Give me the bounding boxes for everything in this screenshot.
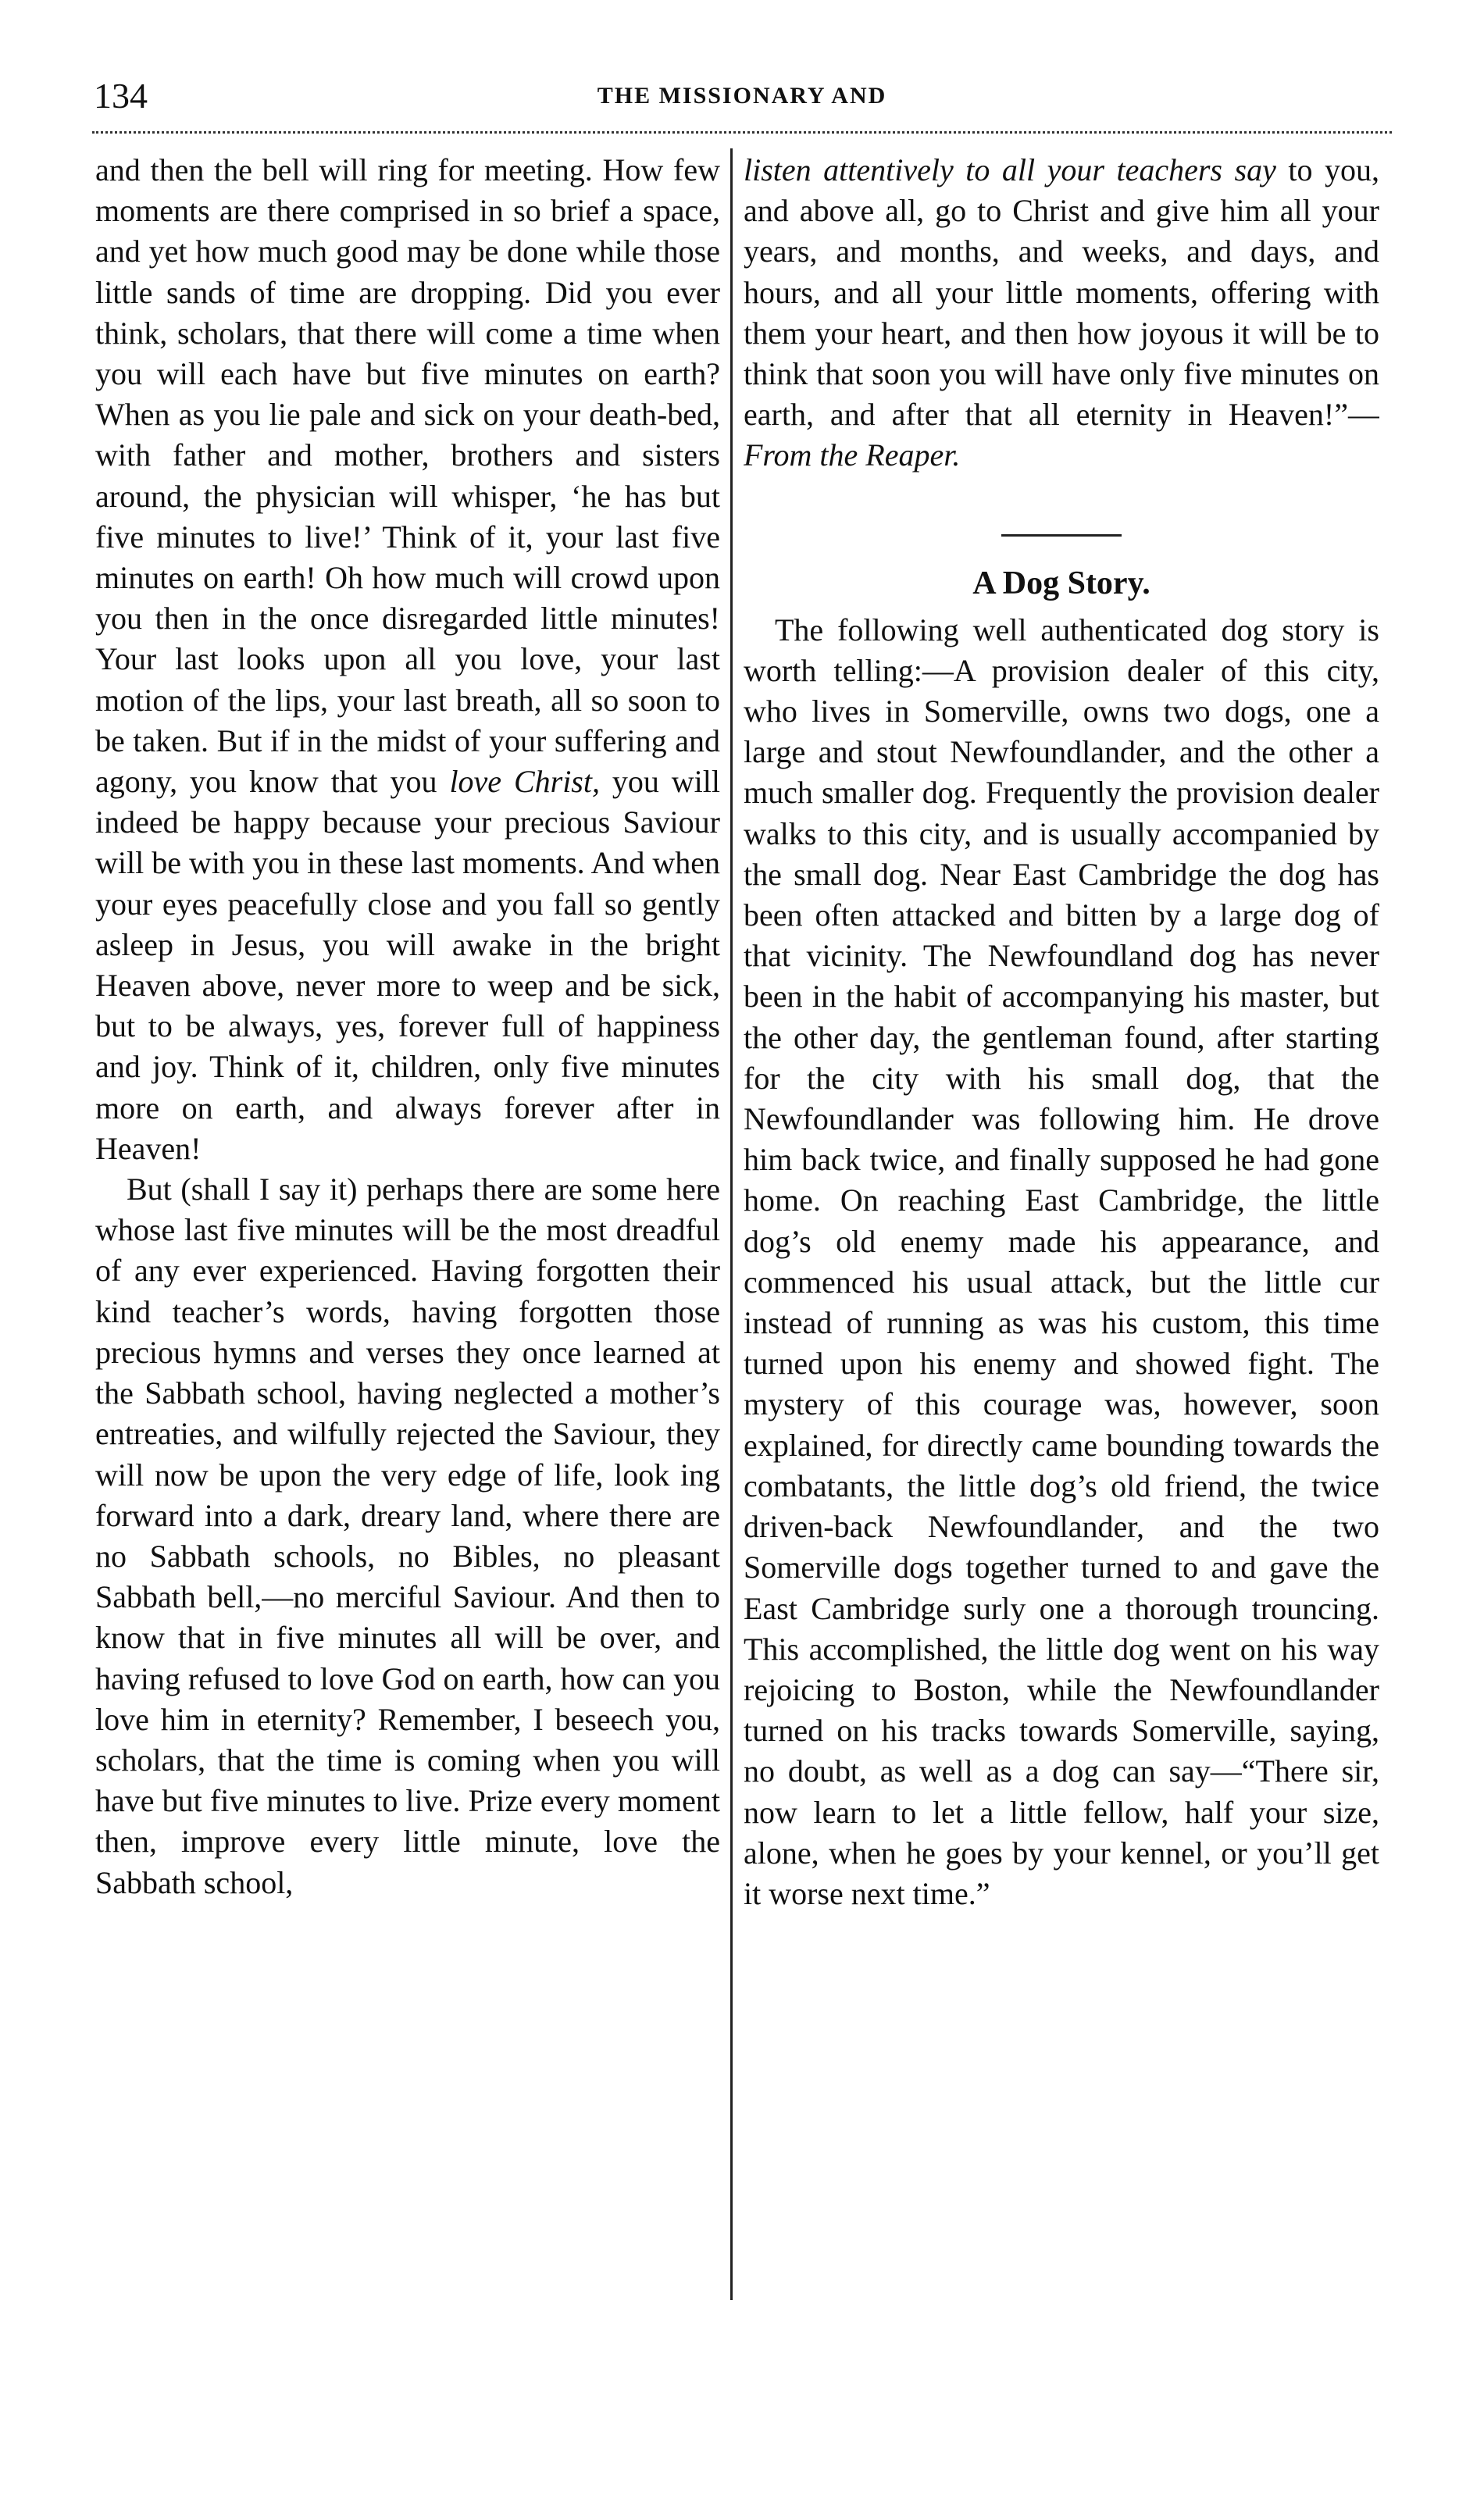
page-number: 134 bbox=[94, 76, 148, 116]
left-paragraph-1-text: and then the bell will ring for meeting. How few moments are there comprised in so brief a space, and yet how much good may be done while those little sands of time are dropping. Did you ever think, scholars, that there will come a time when you will each have but five minutes on earth? When as you lie pale and sick on your death-bed, with father and mother, brothers and sisters around, the physician will whisper, ‘he has but five minutes to live!’ Think of it, your last five minutes on earth! Oh how much will crowd upon you then in the once disregarded little minutes! Your last looks upon all you love, your last motion of the lips, your last breath, all so soon to be taken. But if in the midst of your suffering and agony, you know that you bbox=[95, 152, 720, 800]
header-rule bbox=[92, 131, 1392, 134]
story-title: A Dog Story. bbox=[972, 565, 1150, 601]
page-header bbox=[94, 75, 1390, 122]
story-body: The following well authenticated dog story is worth telling:—A provision dealer of this city, who lives in Somerville, owns two dogs, one a large and stout Newfoundlander, and the other a much smaller dog. Frequently the provision dealer walks to this city, and is usually accompanied by the small dog. Near East Cambridge the dog has been often attacked and bitten by a large dog of that vicinity. The Newfoundland dog has never been in the habit of accompanying his master, but the other day, the gentleman found, after starting for the city with his small dog, that the Newfoundlander was following him. He drove him back twice, and finally supposed he had gone home. On reaching East Cambridge, the little dog’s old enemy made his appearance, and commenced his usual attack, but the little cur instead of running as was his custom, this time turned upon his enemy and showed fight. The mystery of this courage was, however, soon explained, for directly came bounding towards the combatants, the little dog’s old friend, the twice driven-back Newfoundlander, and the two Somerville dogs together turned to and gave the East Cambridge surly one a thorough trouncing. This accomplished, the little dog went on his way rejoicing to Boston, while the Newfoundlander turned on his tracks towards Somerville, saying, no doubt, as well as a dog can say—“There sir, now learn to let a little fellow, half your size, alone, when he goes by your kennel, or you’ll get it worse next time.” bbox=[744, 612, 1379, 1911]
left-paragraph-2: But (shall I say it) perhaps there are some here whose last five minutes will be the most dreadful of any ever experienced. Having forgotten their kind teacher’s words, having forgotten those precious hymns and verses they once learned at the Sabbath school, having neglected a mother’s entreaties, and wilfully rejected the Saviour, they will now be upon the very edge of life, look ing forward into a dark, dreary land, where there are no Sabbath schools, no Bibles, no pleasant Sabbath bell,—no merciful Saviour. And then to know that in five minutes all will be over, and having refused to love God on earth, how can you love him in eternity? Remember, I beseech you, scholars, that the time is coming when you will have but five minutes to live. Prize every moment then, improve every little minute, love the Sabbath school, bbox=[95, 1172, 720, 1900]
running-title: THE MISSIONARY AND bbox=[597, 83, 887, 109]
right-column bbox=[744, 150, 1379, 2384]
left-paragraph-1-end: you will indeed be happy because your precious Saviour will be with you in these last moments. And when your eyes peacefully close and you fall so gently asleep in Jesus, you will awake in the bright Heaven above, never more to weep and be sick, but to be always, yes, forever full of happiness and joy. Think of it, children, only five minutes more on earth, and always forever after in Heaven! bbox=[95, 764, 720, 1166]
source-attribution: From the Reaper. bbox=[744, 437, 961, 473]
right-continuation-italic: listen attentively to all your teachers say bbox=[744, 152, 1276, 187]
left-column bbox=[95, 150, 720, 2384]
story-separator bbox=[1001, 534, 1122, 537]
column-divider bbox=[730, 148, 733, 2300]
left-paragraph-1-italic: love Christ, bbox=[449, 764, 600, 800]
right-continuation bbox=[744, 150, 1379, 476]
right-continuation-text: to you, and above all, go to Christ and give him all your years, and months, and weeks, and days, and hours, and all your little moments, offering with them your heart, and then how joyous it will be to think that soon you will have only five minutes on earth, and after that all eternity in Heaven!”— bbox=[744, 152, 1379, 433]
left-paragraph-1 bbox=[95, 150, 720, 1169]
